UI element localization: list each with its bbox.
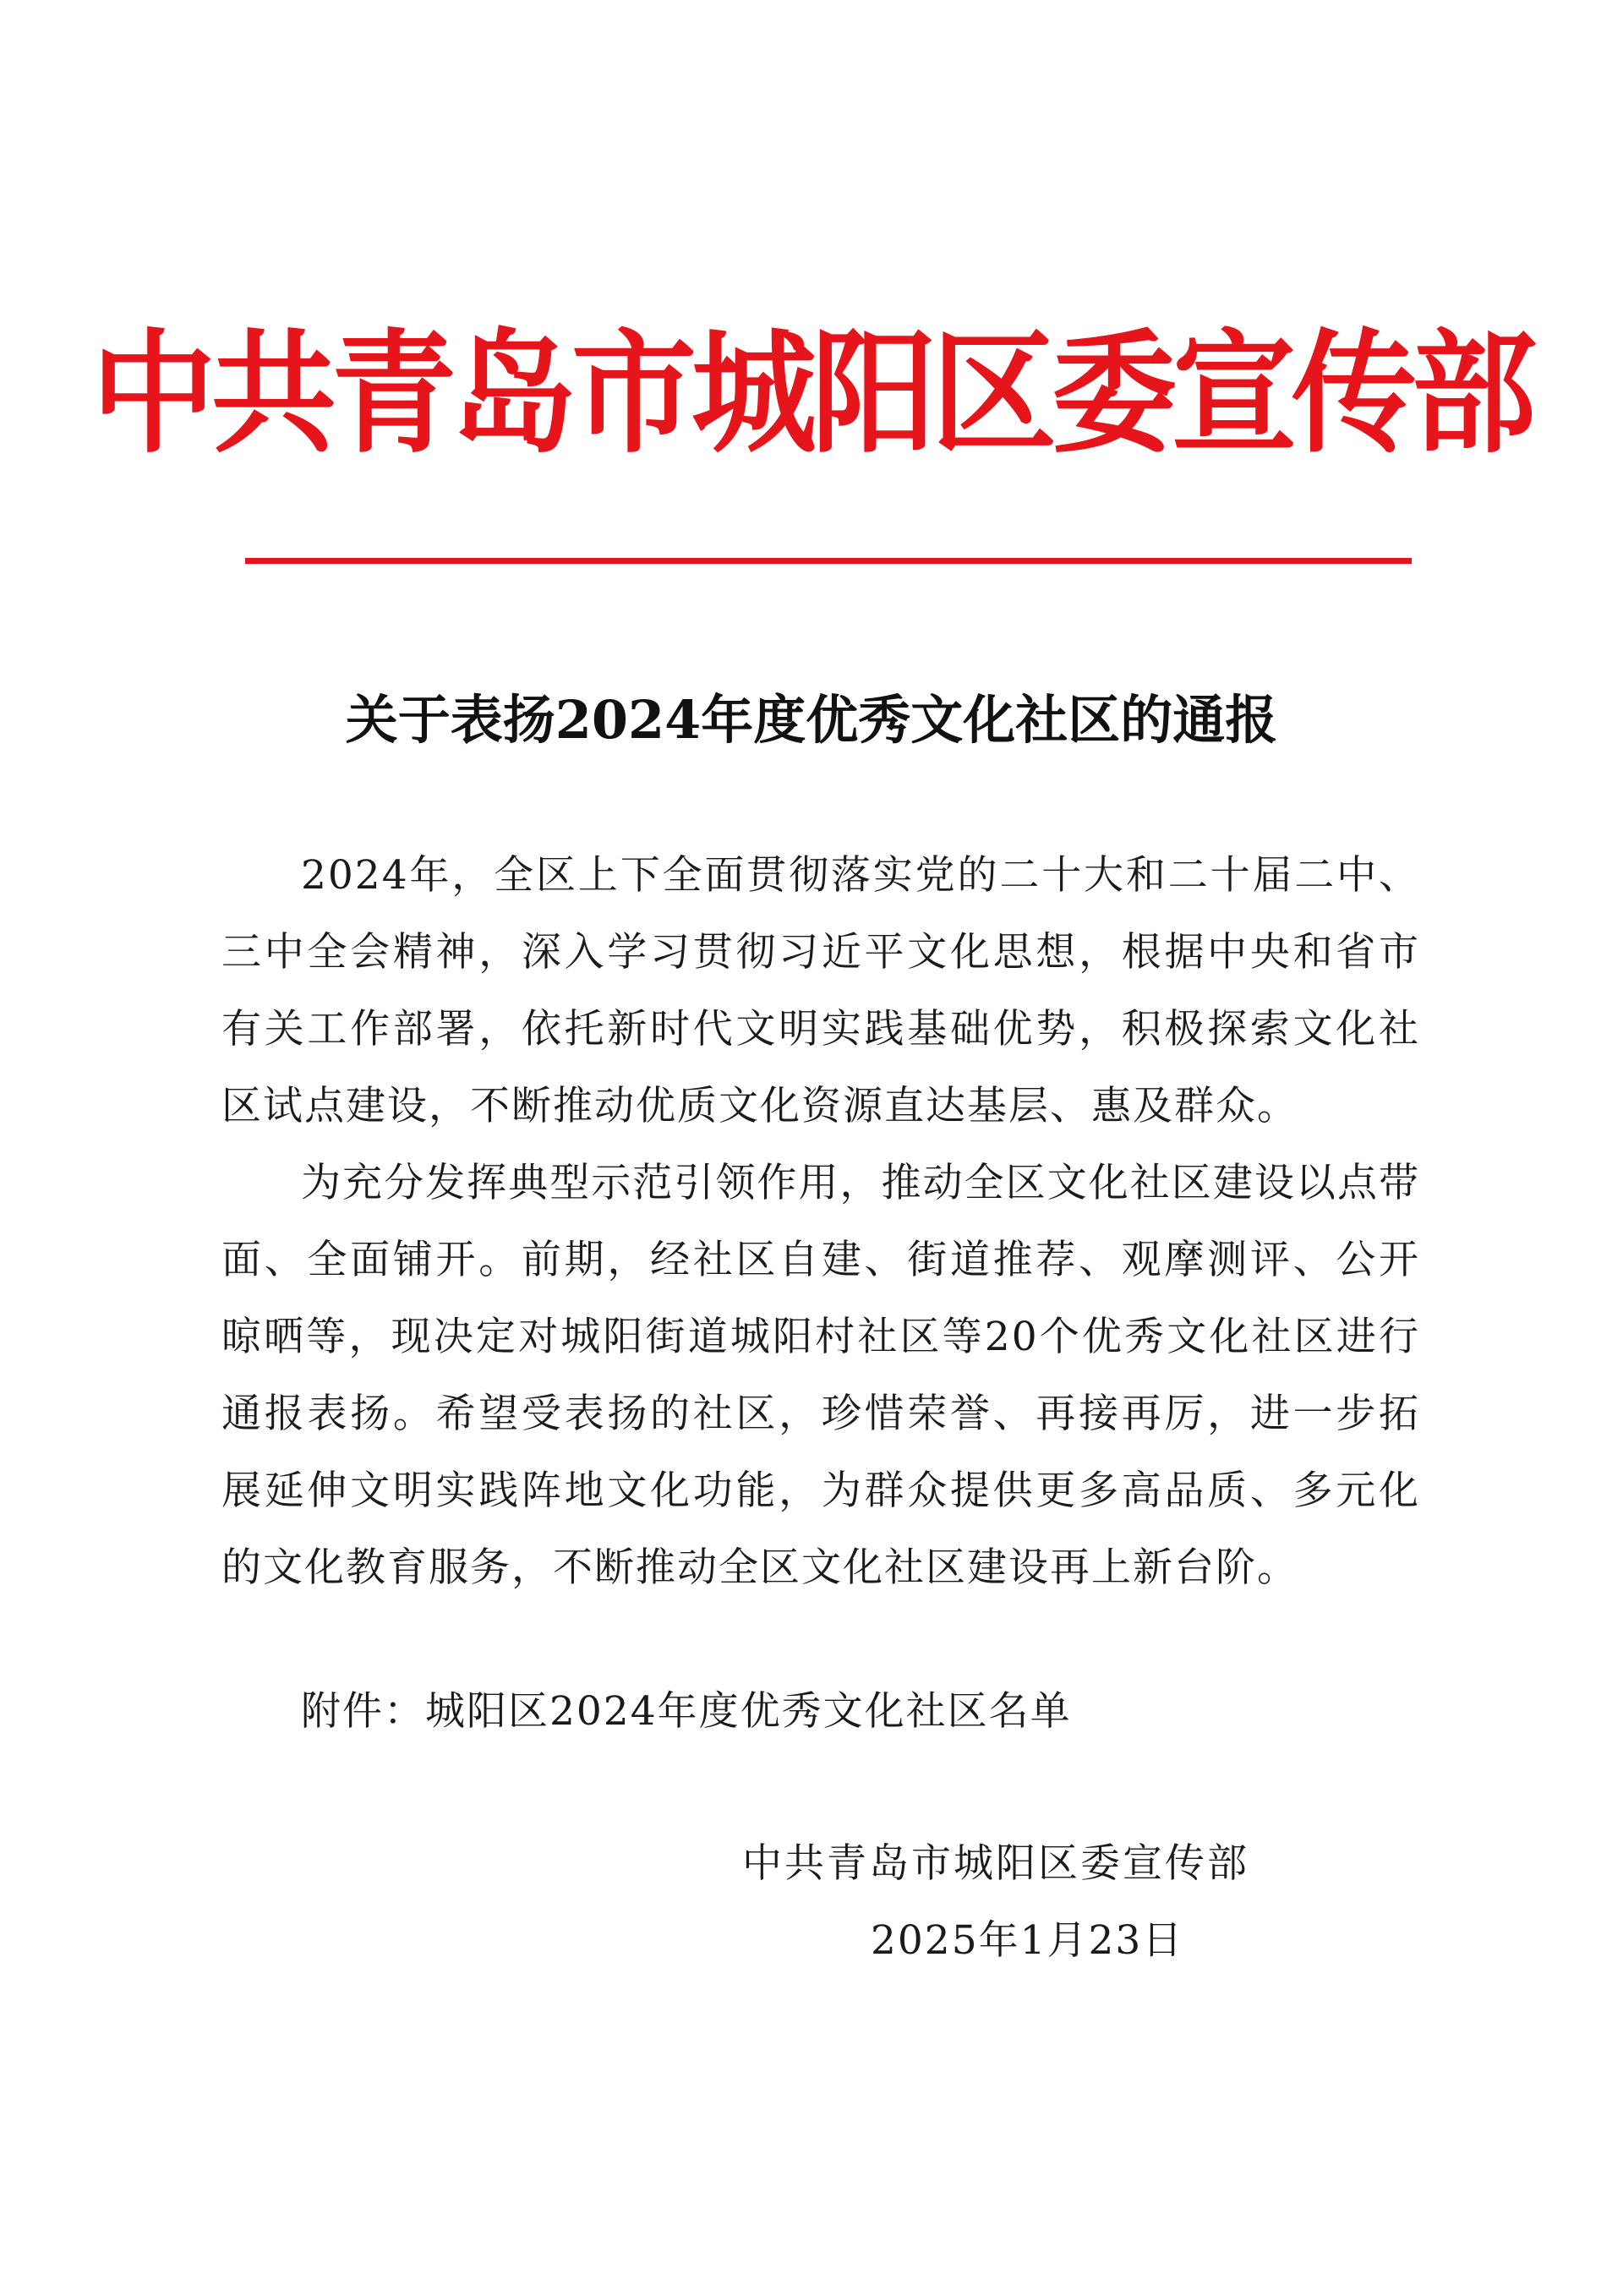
body-paragraph-2: 为充分发挥典型示范引领作用，推动全区文化社区建设以点带面、全面铺开。前期，经社区自建、街道推荐、观摩测评、公开晾晒等，现决定对城阳街道城阳村社区等20个优秀文化社区进行通报表扬。希望受表扬的社区，珍惜荣誉、再接再厉，进一步拓展延伸文明实践阵地文化功能，为群众提供更多高品质、多元化的文化教育服务，不断推动全区文化社区建设再上新台阶。: [221, 1160, 1420, 1591]
signature-organization: 中共青岛市城阳区委宣传部: [742, 1840, 1249, 1887]
issuing-organization-header: 中共青岛市城阳区委宣传部: [91, 316, 1532, 472]
body-paragraph-1: 2024年，全区上下全面贯彻落实党的二十大和二十届二中、三中全会精神，深入学习贯彻习近平文化思想，根据中央和省市有关工作部署，依托新时代文明实践基础优势，积极探索文化社区试点建设，不断推动优质文化资源直达基层、惠及群众。: [221, 852, 1420, 1129]
document-body: [221, 837, 1420, 1606]
attachment-line: 附件：城阳区2024年度优秀文化社区名单: [301, 1688, 1072, 1735]
document-title: 关于表扬2024年度优秀文化社区的通报: [345, 689, 1278, 751]
red-divider-line: [245, 558, 1412, 564]
signature-date: 2025年1月23日: [871, 1917, 1184, 1964]
